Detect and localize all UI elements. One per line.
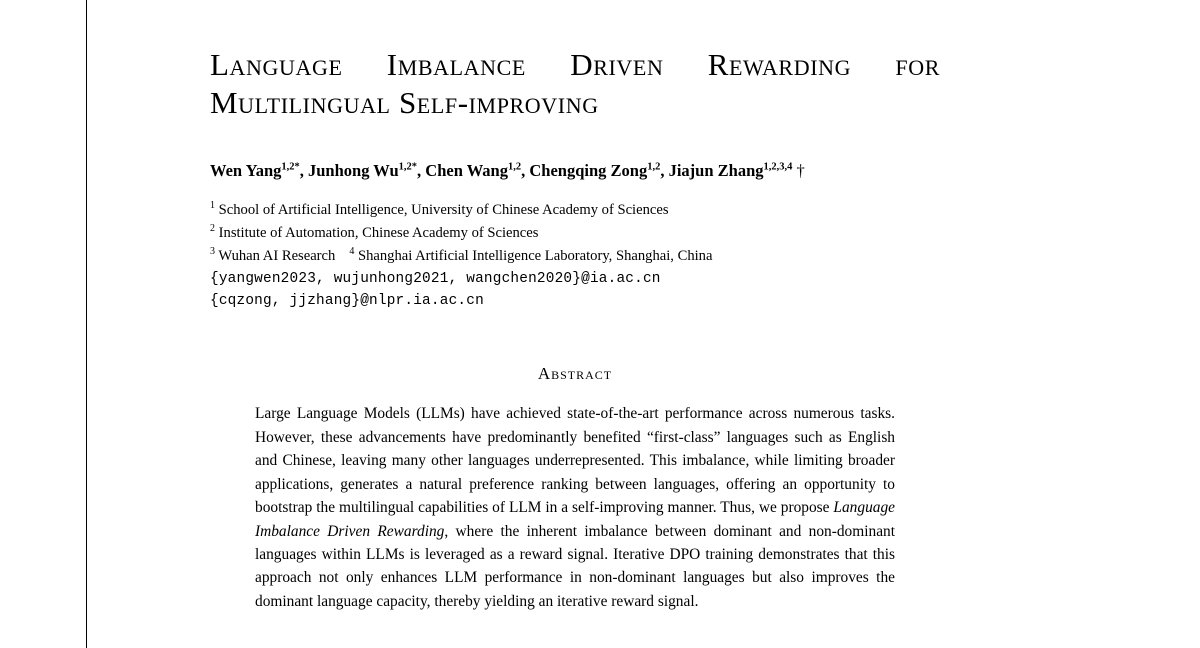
title-line-1 [210,46,940,84]
author-name: Jiajun Zhang [668,161,764,181]
author-name: Chengqing Zong [529,161,648,181]
affiliation-text: Wuhan AI Research [218,247,336,264]
page-title [210,46,940,122]
author-name: Junhong Wu [308,161,399,181]
author-entry: Wen Yang$^{1,2*}$, [210,161,304,181]
abstract-text [255,402,895,613]
title-word: Driven [570,47,664,82]
email-line: {yangwen2023, wujunhong2021, wangchen2020}@ia.ac.cn [210,271,661,288]
author-affil-marker: 1,2,3,4 [763,161,793,173]
title-word: Rewarding [707,47,852,82]
author-footnote-marker: † [796,161,805,181]
affiliation-text: Institute of Automation, Chinese Academy of Sciences [218,224,539,241]
affiliation-text: School of Artificial Intelligence, University of Chinese Academy of Sciences [218,201,669,218]
affiliation-index: 4 [349,246,355,258]
email-line: {cqzong, jjzhang}@nlpr.ia.ac.cn [210,292,484,309]
paper-page [210,0,940,648]
affiliation-row [210,244,940,267]
title-word: Language [210,47,343,82]
title-word: Imbalance [386,47,526,82]
affiliation-text: Shanghai Artificial Intelligence Laboratory, Shanghai, China [357,247,713,264]
affiliation-row [210,221,940,244]
abstract-heading: Abstract [537,364,613,384]
author-footnote-marker: * [411,161,418,173]
affiliation-row [210,198,940,221]
abstract-part-1: Large Language Models (LLMs) have achieved state-of-the-art performance across numerous tasks. However, these advancements have predominantly benefited “first-class” languages such as English and Chinese, leaving many other languages underrepresented. This imbalance, while limiting broader applications, generates a natural preference ranking between languages, offering an opportunity to bootstrap the multilingual capabilities of LLM in a self-improving manner. Thus, we propose [255,405,895,517]
author-entry [669,161,805,180]
title-line-2: Multilingual Self-improving [210,85,599,121]
page-edge-rule [86,0,87,648]
author-affil-marker: 1,2 [647,161,661,173]
title-word: for [895,47,940,82]
affiliation-index: 3 [210,246,215,258]
author-entry: Chengqing Zong$^{1,2}$, [529,161,665,181]
author-name: Chen Wang [425,161,508,181]
author-entry: Chen Wang$^{1,2}$, [425,161,526,181]
author-list [210,160,940,181]
author-affil-marker: 1,2 [281,161,295,173]
abstract-part-2: , where the inherent imbalance between dominant and non-dominant languages within LLMs is leveraged as a reward signal. Iterative DPO training demonstrates that this approach not only enhances LLM performance in non-dominant languages but also improves the dominant language capacity, thereby yielding an iterative reward signal. [255,522,895,610]
affiliation-list [210,198,940,268]
author-affil-marker: 1,2 [398,161,412,173]
contact-emails [210,269,940,312]
author-name: Wen Yang [210,161,282,181]
affiliation-index: 1 [210,199,215,211]
affiliation-index: 2 [210,222,215,234]
author-affil-marker: 1,2 [507,161,522,173]
author-entry: Junhong $Wu^{1,2*}$, [308,161,422,181]
arxiv-stamp [0,0,110,648]
author-footnote-marker: * [294,161,300,173]
abstract-method-name: Language Imbalance Driven Rewarding [255,499,895,540]
